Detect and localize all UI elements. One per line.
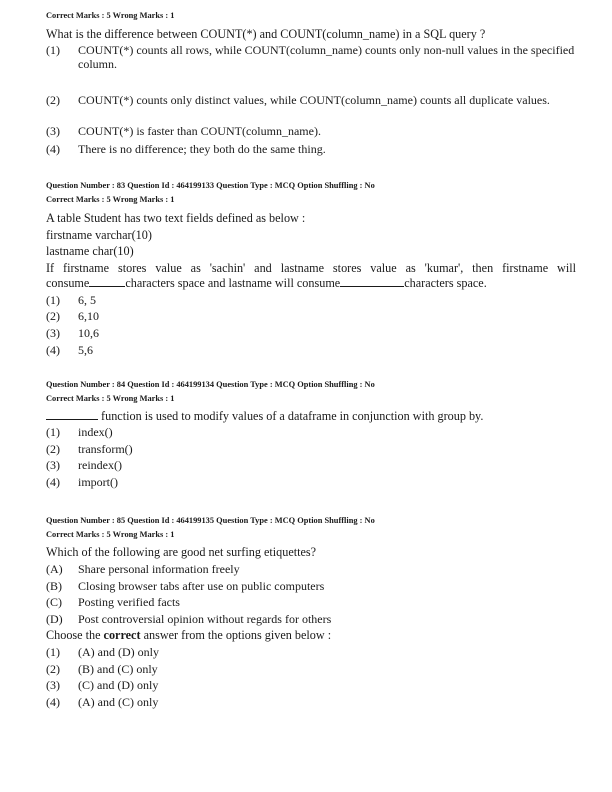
option-number: (2)	[46, 93, 60, 107]
option-text: transform()	[78, 442, 133, 456]
option-number: (4)	[46, 695, 60, 709]
q83-line-5b: characters space and lastname will consume	[125, 276, 341, 290]
option-text: 6, 5	[78, 293, 96, 307]
q83-line-5c: characters space.	[404, 276, 487, 290]
statement-text: Posting verified facts	[78, 595, 180, 609]
option-text: COUNT(*) counts all rows, while COUNT(column_name) counts only non-null values in the specified column.	[78, 43, 575, 71]
q83-line-2: firstname varchar(10)	[46, 228, 152, 242]
q82-option-2	[46, 93, 586, 121]
option-text: reindex()	[78, 458, 122, 472]
q85-choose-bold: correct	[103, 628, 141, 642]
answer-blank	[46, 409, 98, 420]
option-number: (2)	[46, 309, 60, 323]
option-text: 10,6	[78, 326, 99, 340]
statement-label: (C)	[46, 595, 62, 609]
q83-line-1: A table Student has two text fields defined as below :	[46, 211, 306, 225]
statement-label: (D)	[46, 612, 63, 626]
option-number: (4)	[46, 475, 60, 489]
option-text: 5,6	[78, 343, 93, 357]
option-text: 6,10	[78, 309, 99, 323]
option-text: There is no difference; they both do the same thing.	[78, 142, 326, 156]
option-number: (2)	[46, 442, 60, 456]
option-text: index()	[78, 425, 113, 439]
q84-header: Question Number : 84 Question Id : 464199134 Question Type : MCQ Option Shuffling : No	[46, 380, 375, 389]
q82-option-1	[46, 43, 586, 71]
q85-choose-pre: Choose the	[46, 628, 104, 642]
option-number: (2)	[46, 662, 60, 676]
statement-text: Share personal information freely	[78, 562, 240, 576]
option-text: (A) and (D) only	[78, 645, 159, 659]
q82-marks: Correct Marks : 5 Wrong Marks : 1	[46, 11, 175, 20]
q83-line-5a: consume	[46, 276, 90, 290]
option-number: (3)	[46, 326, 60, 340]
q85-instruction	[46, 628, 586, 642]
option-number: (4)	[46, 343, 60, 357]
q82-stem: What is the difference between COUNT(*) and COUNT(column_name) in a SQL query ?	[46, 27, 486, 41]
q85-choose-post: answer from the options given below :	[140, 628, 332, 642]
q85-stem: Which of the following are good net surfing etiquettes?	[46, 545, 317, 559]
statement-label: (A)	[46, 562, 63, 576]
option-number: (3)	[46, 678, 60, 692]
q84-stem-line	[46, 409, 586, 423]
option-number: (1)	[46, 645, 60, 659]
q85-marks: Correct Marks : 5 Wrong Marks : 1	[46, 530, 175, 539]
option-number: (4)	[46, 142, 60, 156]
option-text: COUNT(*) counts only distinct values, while COUNT(column_name) counts all duplicate values.	[78, 93, 550, 107]
option-text: (A) and (C) only	[78, 695, 159, 709]
option-number: (3)	[46, 124, 60, 138]
q83-line-5	[46, 276, 586, 290]
option-number: (3)	[46, 458, 60, 472]
q83-line-4: If firstname stores value as 'sachin' and lastname stores value as 'kumar', then firstname will	[46, 261, 576, 275]
option-text: import()	[78, 475, 118, 489]
q84-stem: function is used to modify values of a dataframe in conjunction with group by.	[101, 409, 484, 423]
q84-marks: Correct Marks : 5 Wrong Marks : 1	[46, 394, 175, 403]
q83-header: Question Number : 83 Question Id : 464199133 Question Type : MCQ Option Shuffling : No	[46, 181, 375, 190]
option-number: (1)	[46, 293, 60, 307]
q83-marks: Correct Marks : 5 Wrong Marks : 1	[46, 195, 175, 204]
option-text: COUNT(*) is faster than COUNT(column_name).	[78, 124, 321, 138]
option-number: (1)	[46, 425, 60, 439]
option-text: (B) and (C) only	[78, 662, 158, 676]
q85-header: Question Number : 85 Question Id : 464199135 Question Type : MCQ Option Shuffling : No	[46, 516, 375, 525]
option-number: (1)	[46, 43, 60, 57]
option-text: (C) and (D) only	[78, 678, 159, 692]
statement-text: Post controversial opinion without regards for others	[78, 612, 332, 626]
statement-label: (B)	[46, 579, 62, 593]
answer-blank	[340, 276, 404, 287]
answer-blank	[89, 276, 125, 287]
q83-line-3: lastname char(10)	[46, 244, 134, 258]
statement-text: Closing browser tabs after use on public computers	[78, 579, 325, 593]
